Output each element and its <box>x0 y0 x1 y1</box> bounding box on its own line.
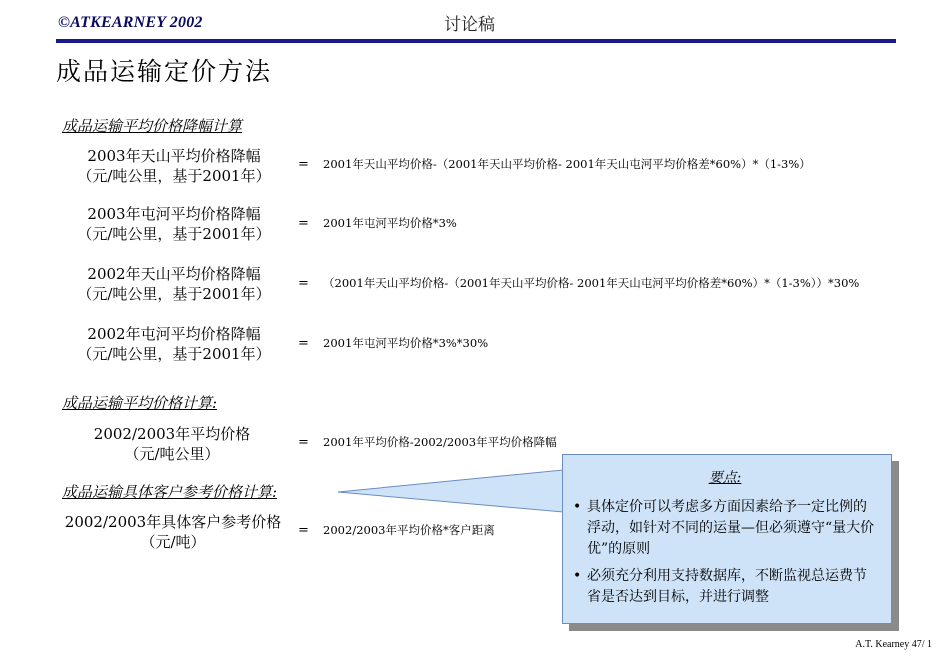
callout-title: 要点: <box>708 470 742 486</box>
formula-row <box>298 335 488 351</box>
row-label <box>48 512 298 552</box>
equals-sign: = <box>298 435 309 450</box>
bullet-icon: • <box>573 499 582 515</box>
row-label <box>62 424 282 464</box>
brand-logo: ©ATKEARNEY 2002 <box>58 14 203 31</box>
callout-pointer-shape <box>338 470 563 512</box>
row-label-line2: （元/吨公里，基于2001年） <box>77 225 271 243</box>
page-title: 成品运输定价方法 <box>56 57 273 86</box>
formula-row <box>298 522 495 538</box>
header-rule <box>56 39 896 43</box>
equals-sign: = <box>298 336 309 351</box>
formula-text: 2002/2003年平均价格*客户距离 <box>323 523 495 537</box>
row-label-line2: （元/吨公里，基于2001年） <box>77 167 271 185</box>
formula-row <box>298 434 557 450</box>
formula-text: 2001年屯河平均价格*3%*30% <box>323 336 489 350</box>
row-label <box>64 146 284 186</box>
formula-row <box>298 215 457 231</box>
section-heading-customer-price: 成品运输具体客户参考价格计算: <box>62 483 278 501</box>
callout-bullet <box>573 566 877 608</box>
row-label-line2: （元/吨公里） <box>124 445 220 463</box>
bullet-text: 必须充分利用支持数据库，不断监视总运费节省是否达到目标，并进行调整 <box>587 568 867 605</box>
equals-sign: = <box>298 157 309 172</box>
key-points-callout <box>562 454 892 624</box>
formula-text: （2001年天山平均价格-（2001年天山平均价格- 2001年天山屯河平均价格差*60%）*（1-3%））*30% <box>323 276 860 290</box>
callout-bullet <box>573 497 877 560</box>
page-footer: A.T. Kearney 47/ 1 <box>855 639 932 650</box>
row-label-line1: 2003年天山平均价格降幅 <box>87 147 261 165</box>
equals-sign: = <box>298 276 309 291</box>
formula-text: 2001年天山平均价格-（2001年天山平均价格- 2001年天山屯河平均价格差*60%）*（1-3%） <box>323 157 811 171</box>
section-heading-avg-price: 成品运输平均价格计算: <box>62 394 218 412</box>
formula-text: 2001年平均价格-2002/2003年平均价格降幅 <box>323 435 557 449</box>
formula-row <box>298 275 859 291</box>
row-label <box>64 324 284 364</box>
row-label <box>64 204 284 244</box>
formula-row <box>298 156 811 172</box>
row-label-line2: （元/吨公里，基于2001年） <box>77 345 271 363</box>
row-label-line1: 2002/2003年平均价格 <box>93 425 251 443</box>
equals-sign: = <box>298 523 309 538</box>
bullet-icon: • <box>573 568 582 584</box>
row-label-line1: 2002年天山平均价格降幅 <box>87 265 261 283</box>
row-label <box>64 264 284 304</box>
row-label-line1: 2002年屯河平均价格降幅 <box>87 325 261 343</box>
bullet-text: 具体定价可以考虑多方面因素给予一定比例的浮动，如针对不同的运量—但必须遵守“量大价优”的原则 <box>587 499 875 557</box>
row-label-line1: 2002/2003年具体客户参考价格 <box>64 513 282 531</box>
section-heading-avg-price-decrease: 成品运输平均价格降幅计算 <box>62 117 243 135</box>
draft-label: 讨论稿 <box>444 15 495 35</box>
equals-sign: = <box>298 216 309 231</box>
callout-pointer <box>330 454 570 514</box>
formula-text: 2001年屯河平均价格*3% <box>323 216 457 230</box>
row-label-line2: （元/吨） <box>140 533 206 551</box>
row-label-line2: （元/吨公里，基于2001年） <box>77 285 271 303</box>
row-label-line1: 2003年屯河平均价格降幅 <box>87 205 261 223</box>
